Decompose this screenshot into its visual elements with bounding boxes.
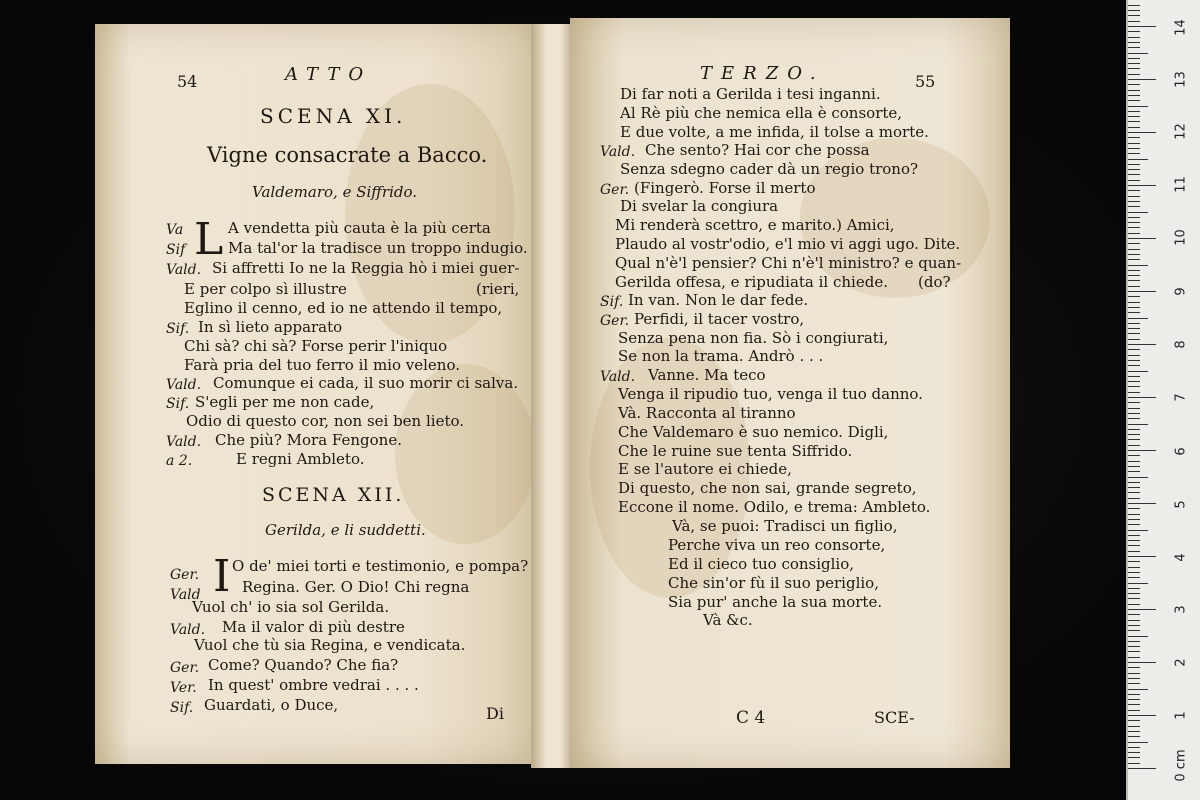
ruler-tick [1128,243,1140,244]
ruler-tick [1128,79,1156,80]
ruler-tick [1128,577,1140,578]
ruler-tick [1128,726,1140,727]
ruler-tick [1128,381,1140,382]
ruler-tick [1128,429,1140,430]
ruler-tick [1128,376,1140,377]
ruler-tick [1128,492,1140,493]
verse-line: Và &c. [703,611,753,629]
ruler-tick [1128,736,1140,737]
ruler-tick [1128,540,1140,541]
ruler-tick [1128,667,1140,668]
ruler-tick [1128,121,1140,122]
ruler-tick [1128,291,1156,292]
ruler-tick [1128,42,1140,43]
ruler-tick [1128,386,1140,387]
speaker-label: Sif. [166,396,190,412]
ruler-tick [1128,646,1140,647]
ruler-tick [1128,238,1156,239]
verse-line: E due volte, a me infida, il tolse a morte. [620,123,929,141]
ruler-tick [1128,508,1140,509]
verse-line: E per colpo sì illustre [184,280,347,298]
ruler-tick [1128,270,1140,271]
ruler-tick [1128,418,1140,419]
ruler-tick [1128,641,1140,642]
ruler-tick [1128,747,1140,748]
ruler-tick [1128,408,1140,409]
verse-line: Senza sdegno cader dà un regio trono? [620,160,919,178]
ruler-tick [1128,503,1156,504]
ruler-tick [1128,164,1140,165]
verse-line: Ma il valor di più destre [222,618,405,636]
speaker-label: Vald. [166,434,202,450]
ruler-tick [1128,620,1140,621]
ruler-tick [1128,302,1140,303]
verse-line: Che più? Mora Fengone. [215,431,402,449]
ruler-tick [1128,445,1140,446]
speaker-label: Vald. [166,262,202,278]
ruler-tick [1128,461,1140,462]
ruler-tick [1128,583,1148,584]
verse-line: Regina. Ger. O Dio! Chi regna [242,578,470,596]
ruler-tick [1128,673,1140,674]
ruler-label: 8 [1173,340,1189,349]
ruler-tick [1128,561,1140,562]
ruler-tick [1128,47,1140,48]
speaker-label: Ger. [600,313,630,329]
ruler-tick [1128,174,1140,175]
ruler-tick [1128,715,1156,716]
signature-mark: C 4 [736,708,766,728]
scene-setting: Vigne consacrate a Bacco. [207,143,488,167]
ruler-tick [1128,227,1140,228]
ruler-tick [1128,604,1140,605]
verse-line: Di far noti a Gerilda i tesi inganni. [620,85,881,103]
ruler-tick [1128,90,1140,91]
speaker-label: Ver. [170,680,197,696]
ruler-tick [1128,694,1140,695]
ruler-tick [1128,498,1140,499]
speaker-label: Vald. [166,377,202,393]
ruler-tick [1128,392,1140,393]
ruler-tick [1128,651,1140,652]
ruler-tick [1128,519,1140,520]
ruler-tick [1128,757,1140,758]
verse-line: E regni Ambleto. [236,450,365,468]
verse-line: In van. Non le dar fede. [628,291,809,309]
ruler-tick [1128,593,1140,594]
ruler-tick [1128,567,1140,568]
speaker-label: Va [166,222,184,238]
ruler-tick [1128,153,1140,154]
ruler-tick [1128,742,1148,743]
ruler-label: 9 [1173,287,1189,296]
ruler-tick [1128,148,1140,149]
ruler-tick [1128,487,1140,488]
ruler-tick [1128,196,1140,197]
ruler-tick [1128,450,1156,451]
ruler-tick [1128,58,1140,59]
drop-cap: L [194,214,224,265]
speaker-label: Sif [166,242,186,258]
verse-line: Al Rè più che nemica ella è consorte, [620,104,903,122]
ruler-tick [1128,26,1156,27]
ruler-tick [1128,545,1140,546]
ruler-tick [1128,704,1140,705]
verse-line: (Fingerò. Forse il merto [634,179,816,197]
ruler-tick [1128,699,1140,700]
ruler-tick [1128,588,1140,589]
verse-line: Farà pria del tuo ferro il mio veleno. [184,356,460,374]
drop-cap: I [213,551,231,602]
verse-line: S'egli per me non cade, [195,393,375,411]
verse-line: Di svelar la congiura [620,197,779,215]
ruler-tick [1128,143,1140,144]
verse-line: Perche viva un reo consorte, [668,536,886,554]
verse-line: Eccone il nome. Odilo, e trema: Ambleto. [618,498,931,516]
ruler-tick [1128,365,1140,366]
ruler-label: 10 [1173,229,1189,246]
ruler-label: 11 [1173,176,1189,193]
verse-line: Eglino il cenno, ed io ne attendo il tempo, [184,299,503,317]
ruler-tick [1128,524,1140,525]
ruler-tick [1128,678,1140,679]
catchword: Di [486,704,504,723]
ruler-tick [1128,455,1140,456]
ruler-tick [1128,190,1140,191]
verse-line: Plaudo al vostr'odio, e'l mio vi aggi ugo. Dite. [615,235,961,253]
ruler-tick [1128,514,1140,515]
ruler-tick [1128,439,1140,440]
ruler-tick [1128,768,1156,769]
ruler-tick [1128,95,1140,96]
ruler-tick [1128,111,1140,112]
ruler-tick [1128,477,1148,478]
speaker-label: a 2. [166,453,193,469]
measurement-ruler [1126,0,1200,800]
ruler-tick [1128,217,1140,218]
ruler-label: 12 [1173,123,1189,140]
ruler-label: 6 [1173,447,1189,456]
ruler-tick [1128,556,1156,557]
ruler-tick [1128,323,1140,324]
ruler-tick [1128,333,1140,334]
verse-line: Perfidi, il tacer vostro, [634,310,805,328]
ruler-tick [1128,84,1140,85]
verse-line: Và, se puoi: Tradisci un figlio, [672,517,898,535]
verse-line: Gerilda offesa, e ripudiata il chiede. [615,273,888,291]
ruler-label: 2 [1173,658,1189,667]
ruler-tick [1128,10,1140,11]
ruler-tick [1128,222,1140,223]
speaker-label: Sif. [166,321,190,337]
verse-line: Che le ruine sue tenta Siffrido. [618,442,853,460]
ruler-tick [1128,720,1140,721]
ruler-tick [1128,344,1156,345]
ruler-tick [1128,572,1140,573]
ruler-tick [1128,180,1140,181]
ruler-tick [1128,731,1140,732]
ruler-tick [1128,127,1140,128]
ruler-tick [1128,471,1140,472]
ruler-tick [1128,530,1148,531]
ruler-tick [1128,339,1140,340]
verse-line: Senza pena non fia. Sò i congiurati, [618,329,889,347]
ruler-tick [1128,212,1148,213]
verse-line: Che sin'or fù il suo periglio, [668,574,879,592]
ruler-tick [1128,265,1148,266]
ruler-tick [1128,21,1140,22]
ruler-tick [1128,752,1140,753]
scene-title: SCENA XII. [262,484,405,506]
running-head: ATTO [285,64,373,85]
ruler-tick [1128,424,1148,425]
verse-line: Và. Racconta al tiranno [618,404,796,422]
ruler-tick [1128,106,1148,107]
ruler-tick [1128,31,1140,32]
ruler-label: 14 [1173,19,1189,36]
verse-line: Venga il ripudio tuo, venga il tuo danno. [618,385,923,403]
ruler-tick [1128,625,1140,626]
verse-line: E se l'autore ei chiede, [618,460,792,478]
ruler-tick [1128,551,1140,552]
verse-line: (rieri, [476,280,520,298]
ruler-tick [1128,100,1140,101]
speaker-label: Ger. [170,660,200,676]
verse-line: Come? Quando? Che fia? [208,656,399,674]
verse-line: Guardati, o Duce, [204,696,339,714]
page-number: 54 [177,72,198,91]
ruler-label: 0 cm [1173,749,1189,782]
verse-line: In quest' ombre vedrai . . . . [208,676,419,694]
ruler-tick [1128,307,1140,308]
verse-line: Si affretti Io ne la Reggia hò i miei guer- [212,259,520,277]
verse-line: Mi renderà scettro, e marito.) Amici, [615,216,895,234]
ruler-label: 4 [1173,553,1189,562]
speaker-label: Sif. [170,700,194,716]
ruler-tick [1128,360,1140,361]
scene-characters: Gerilda, e li suddetti. [265,521,426,539]
ruler-tick [1128,280,1140,281]
ruler-tick [1128,413,1140,414]
ruler-tick [1128,63,1140,64]
ruler-label: 7 [1173,393,1189,402]
running-head: TERZO. [700,63,825,84]
verse-line: Di questo, che non sai, grande segreto, [618,479,917,497]
ruler-tick [1128,74,1140,75]
ruler-tick [1128,630,1140,631]
ruler-tick [1128,286,1140,287]
verse-line: Se non la trama. Andrò . . . [618,347,824,365]
verse-line: Vuol che tù sia Regina, e vendicata. [194,636,466,654]
ruler-tick [1128,636,1148,637]
ruler-tick [1128,254,1140,255]
ruler-tick [1128,402,1140,403]
verse-line: Che sento? Hai cor che possa [645,141,870,159]
ruler-tick [1128,249,1140,250]
ruler-tick [1128,201,1140,202]
ruler-label: 1 [1173,711,1189,720]
verse-line: Vanne. Ma teco [648,366,766,384]
ruler-tick [1128,169,1140,170]
ruler-tick [1128,710,1140,711]
ruler-tick [1128,689,1148,690]
ruler-tick [1128,598,1140,599]
ruler-tick [1128,371,1148,372]
ruler-tick [1128,318,1148,319]
speaker-label: Ger. [170,567,200,583]
ruler-tick [1128,466,1140,467]
ruler-tick [1128,116,1140,117]
ruler-tick [1128,233,1140,234]
ruler-tick [1128,53,1148,54]
verse-line: Chi sà? chi sà? Forse perir l'iniquo [184,337,448,355]
ruler-tick [1128,662,1156,663]
ruler-tick [1128,259,1140,260]
verse-line: Ed il cieco tuo consiglio, [668,555,855,573]
ruler-tick [1128,5,1140,6]
book-gutter [531,24,575,768]
verse-line: Qual n'è'l pensier? Chi n'è'l ministro? e quan- [615,254,962,272]
ruler-tick [1128,275,1140,276]
ruler-tick [1128,482,1140,483]
ruler-tick [1128,159,1148,160]
ruler-tick [1128,185,1156,186]
catchword: SCE- [874,708,915,727]
ruler-tick [1128,614,1140,615]
ruler-tick [1128,349,1140,350]
verse-line: A vendetta più cauta è la più certa [228,219,491,237]
ruler-tick [1128,206,1140,207]
ruler-tick [1128,328,1140,329]
ruler-label: 5 [1173,500,1189,509]
ruler-tick [1128,68,1140,69]
scene-characters: Valdemaro, e Siffrido. [252,183,418,201]
verse-line: Odio di questo cor, non sei ben lieto. [186,412,465,430]
verse-line: Vuol ch' io sia sol Gerilda. [192,598,390,616]
ruler-tick [1128,132,1156,133]
page-number: 55 [915,72,936,91]
ruler-tick [1128,535,1140,536]
scene-title: SCENA XI. [260,104,407,128]
ruler-tick [1128,609,1156,610]
speaker-label: Ger. [600,182,630,198]
speaker-label: Vald. [600,144,636,160]
speaker-label: Vald. [600,369,636,385]
verse-line: Che Valdemaro è suo nemico. Digli, [618,423,889,441]
verse-line: O de' miei torti e testimonio, e pompa? [232,557,529,575]
verse-line: In sì lieto apparato [198,318,343,336]
speaker-label: Vald [170,587,201,603]
ruler-tick [1128,683,1140,684]
verse-line: Comunque ei cada, il suo morir ci salva. [213,374,519,392]
speaker-label: Sif. [600,294,624,310]
speaker-label: Vald. [170,622,206,638]
ruler-tick [1128,397,1156,398]
verse-line: Ma tal'or la tradisce un troppo indugio. [228,239,528,257]
verse-line: Sia pur' anche la sua morte. [668,593,883,611]
ruler-label: 3 [1173,605,1189,614]
ruler-tick [1128,763,1140,764]
ruler-tick [1128,657,1140,658]
ruler-tick [1128,355,1140,356]
ruler-tick [1128,37,1140,38]
ruler-tick [1128,137,1140,138]
ruler-tick [1128,296,1140,297]
verse-line: (do? [918,273,951,291]
ruler-tick [1128,434,1140,435]
ruler-label: 13 [1173,71,1189,88]
ruler-tick [1128,15,1140,16]
ruler-tick [1128,312,1140,313]
